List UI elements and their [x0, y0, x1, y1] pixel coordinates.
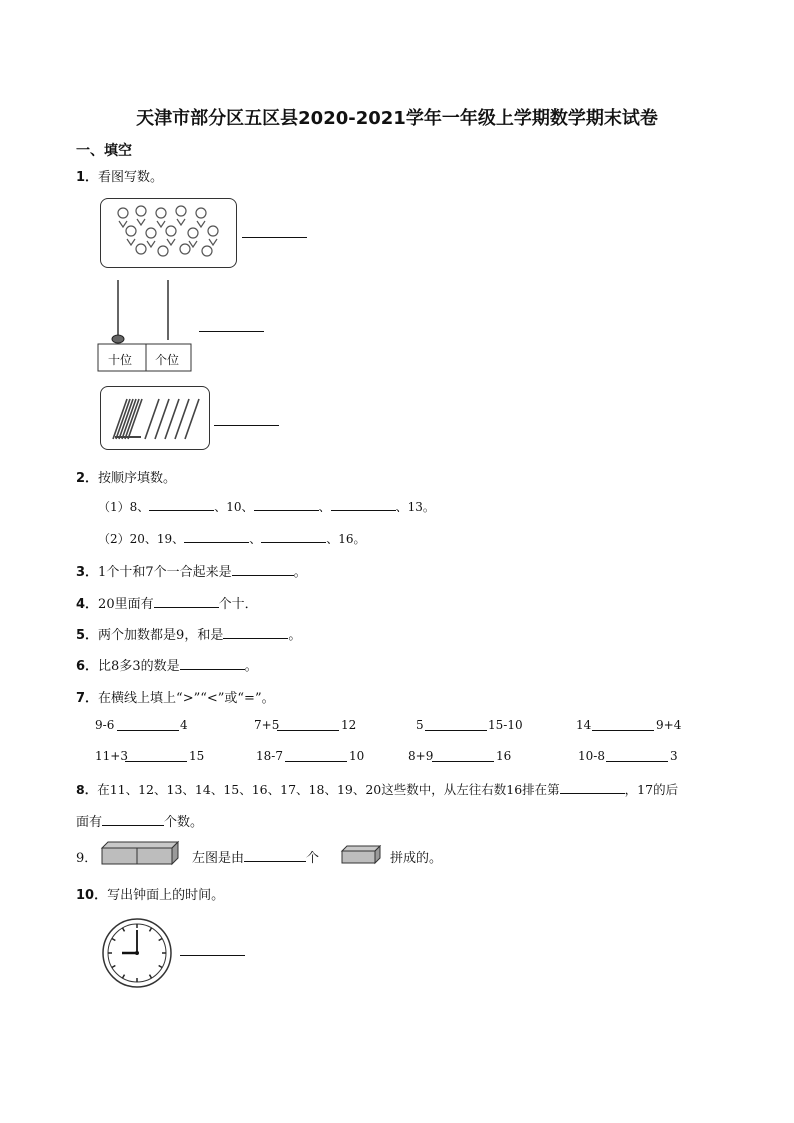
- sub-text: 、: [249, 532, 262, 546]
- sub-text: 、10、: [214, 500, 254, 514]
- expr-right: 3: [670, 749, 678, 763]
- question-number: 8．: [76, 782, 98, 797]
- question-text: 1个十和7个一合起来是: [98, 565, 232, 580]
- answer-blank[interactable]: [242, 237, 307, 238]
- answer-blank[interactable]: [606, 749, 668, 762]
- expr-left: 8+9: [408, 749, 434, 763]
- expr-right: 9+4: [656, 718, 682, 732]
- expr-left: 5: [416, 718, 424, 732]
- expr-left: 14: [576, 718, 592, 732]
- answer-blank[interactable]: [254, 498, 319, 511]
- answer-blank[interactable]: [285, 749, 347, 762]
- question-text: 20里面有: [98, 597, 154, 612]
- question-number: 4．: [76, 597, 99, 612]
- question-10: [76, 884, 224, 903]
- question-number: 7．: [76, 691, 99, 706]
- question-text: 个数。: [164, 815, 204, 830]
- question-4: [76, 593, 258, 612]
- clock-tick: [123, 928, 125, 931]
- sub-text: 、13。: [395, 500, 435, 514]
- answer-blank[interactable]: [592, 718, 654, 731]
- expr-right: 4: [180, 718, 188, 732]
- question-8: [76, 780, 678, 798]
- clock-tick: [112, 939, 115, 941]
- combined-blocks-picture: [100, 840, 180, 866]
- sub-label: （1）8、: [98, 500, 150, 514]
- compare-row-1: [0, 718, 794, 734]
- question-9-end: 拼成的。: [390, 851, 443, 866]
- question-text: 个: [306, 851, 320, 866]
- question-text: ，17的后: [624, 782, 679, 797]
- answer-blank[interactable]: [214, 425, 279, 426]
- question-2: [76, 467, 176, 486]
- question-number: 6．: [76, 659, 99, 674]
- question-text: 。: [288, 628, 302, 643]
- clock-tick: [123, 975, 125, 978]
- expr-right: 12: [341, 718, 357, 732]
- question-1: [76, 166, 163, 185]
- clock-tick: [150, 975, 152, 978]
- answer-blank[interactable]: [199, 331, 264, 332]
- expr-left: 11+3: [95, 749, 128, 763]
- answer-blank[interactable]: [154, 595, 219, 608]
- question-number: 5．: [76, 628, 99, 643]
- cats-illustration: [101, 199, 236, 267]
- expr-left: 9-6: [95, 718, 115, 732]
- answer-blank[interactable]: [261, 530, 326, 543]
- expr-left: 7+5: [254, 718, 280, 732]
- question-text: 左图是由: [192, 851, 245, 866]
- sub-text: 、16。: [326, 532, 366, 546]
- answer-blank[interactable]: [223, 626, 288, 639]
- clock-face: [100, 917, 176, 989]
- answer-blank[interactable]: [149, 498, 214, 511]
- tens-label: 十位: [108, 353, 133, 367]
- abacus-bead: [112, 335, 124, 343]
- question-2-part-2: [98, 530, 365, 547]
- question-text: 面有: [76, 815, 103, 830]
- ones-label: 个位: [155, 353, 180, 367]
- question-text: 在横线上填上“>”“<”或“=”。: [98, 691, 275, 706]
- question-number: 3．: [76, 565, 99, 580]
- answer-blank[interactable]: [117, 718, 179, 731]
- clock-tick: [150, 928, 152, 931]
- single-block-icon: [340, 845, 382, 865]
- question-9: [192, 847, 319, 866]
- answer-blank[interactable]: [244, 849, 306, 862]
- question-text: 。: [293, 565, 307, 580]
- answer-blank[interactable]: [180, 657, 245, 670]
- answer-blank[interactable]: [560, 781, 625, 794]
- sticks-picture: [100, 386, 210, 450]
- question-3: [76, 561, 307, 580]
- sticks-illustration: [101, 387, 209, 449]
- question-text: 。: [244, 659, 258, 674]
- expr-right: 10: [349, 749, 365, 763]
- compare-row-2: [0, 749, 794, 765]
- question-text: 个十．: [218, 597, 258, 612]
- question-7: [76, 687, 275, 706]
- sub-text: 、: [318, 500, 331, 514]
- question-8-line-2: [76, 811, 203, 830]
- answer-blank[interactable]: [331, 498, 396, 511]
- question-text: 按顺序填数。: [98, 471, 177, 486]
- expr-right: 16: [496, 749, 512, 763]
- answer-blank[interactable]: [232, 563, 294, 576]
- section-heading: 一、填空: [76, 143, 132, 159]
- question-number: 10．: [76, 888, 108, 903]
- cats-picture: [100, 198, 237, 268]
- question-5: [76, 624, 301, 643]
- question-text: 看图写数。: [98, 170, 164, 185]
- answer-blank[interactable]: [125, 749, 187, 762]
- clock-tick: [159, 939, 162, 941]
- answer-blank[interactable]: [102, 813, 164, 826]
- question-text: 在11、12、13、14、15、16、17、18、19、20这些数中，从左往右数16排在第: [97, 782, 560, 797]
- clock-tick: [112, 966, 115, 968]
- question-6: [76, 655, 258, 674]
- clock-tick: [159, 966, 162, 968]
- question-2-part-1: [98, 498, 435, 515]
- sub-label: （2）20、19、: [98, 532, 185, 546]
- expr-left: 10-8: [578, 749, 605, 763]
- answer-blank[interactable]: [277, 718, 339, 731]
- expr-right: 15: [189, 749, 205, 763]
- question-number: 2．: [76, 471, 99, 486]
- expr-left: 18-7: [256, 749, 283, 763]
- answer-blank[interactable]: [180, 955, 245, 956]
- question-number: 1．: [76, 170, 99, 185]
- answer-blank[interactable]: [425, 718, 487, 731]
- page-title: 天津市部分区五区县2020-2021学年一年级上学期数学期末试卷: [136, 108, 658, 129]
- answer-blank[interactable]: [184, 530, 249, 543]
- expr-right: 15-10: [488, 718, 523, 732]
- answer-blank[interactable]: [432, 749, 494, 762]
- question-9-number: 9．: [76, 851, 98, 866]
- question-text: 写出钟面上的时间。: [107, 888, 225, 903]
- question-text: 比8多3的数是: [98, 659, 180, 674]
- question-text: 两个加数都是9，和是: [98, 628, 224, 643]
